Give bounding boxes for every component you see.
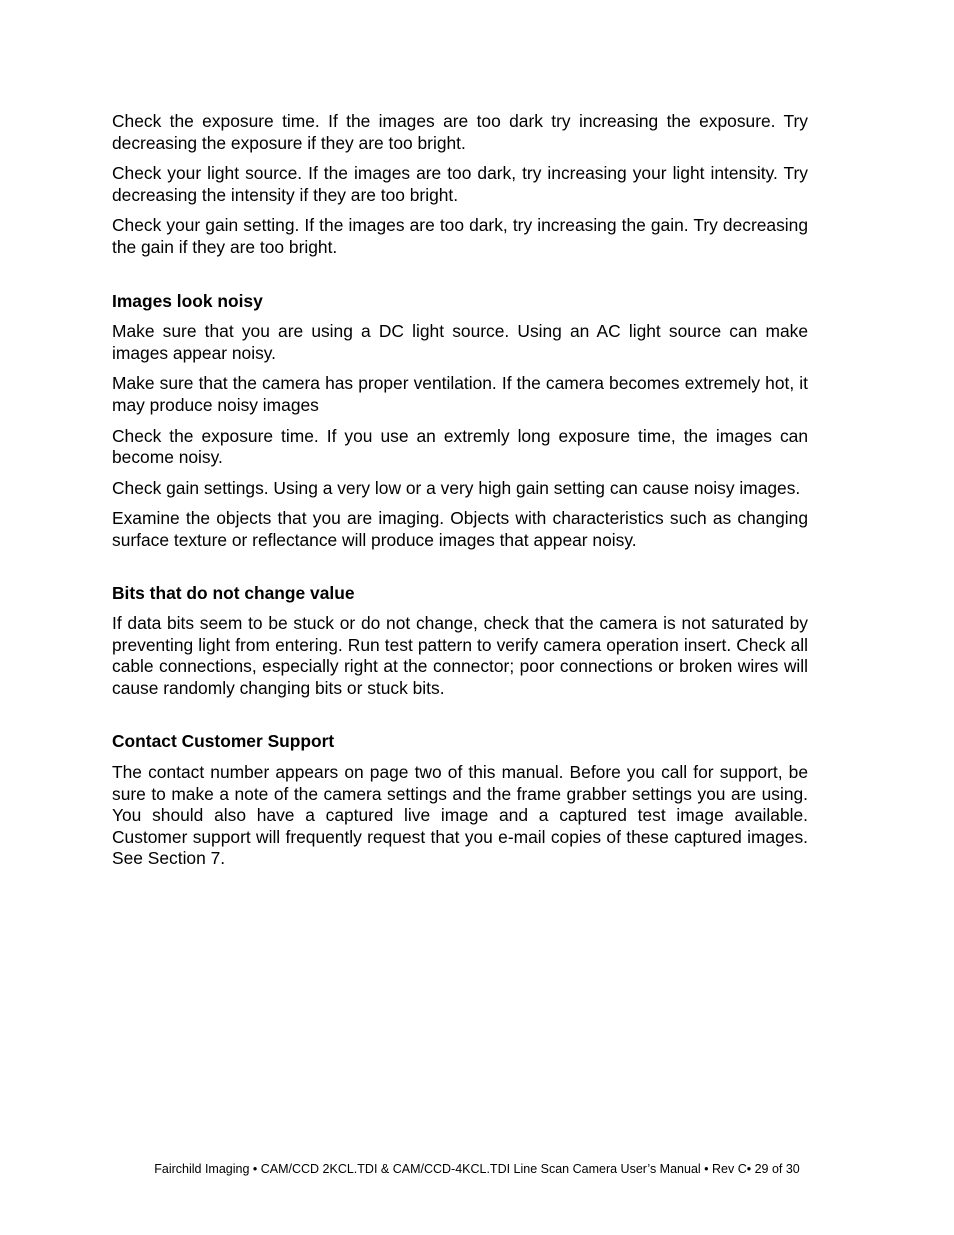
paragraph: Make sure that the camera has proper ventilation. If the camera becomes extremely hot, it may produce noisy images (112, 373, 808, 415)
section-contact-support (112, 731, 808, 870)
paragraph: The contact number appears on page two of this manual. Before you call for support, be sure to make a note of the camera settings and the frame grabber settings you are using. You should also have a captured live image and a captured test image available. Customer support will frequently request that you e-mail copies of these captured images. See Section 7. (112, 762, 808, 869)
paragraph: Check gain settings. Using a very low or a very high gain setting can cause noisy images. (112, 477, 801, 498)
section-heading: Images look noisy (112, 290, 263, 311)
page-footer: Fairchild Imaging • CAM/CCD 2KCL.TDI & CAM/CCD-4KCL.TDI Line Scan Camera User’s Manual • Rev C• 29 of 30 (154, 1162, 800, 1176)
section-bits-unchanged (112, 583, 808, 700)
paragraph: Check the exposure time. If you use an extremly long exposure time, the images can become noisy. (112, 425, 808, 468)
page-body (112, 111, 808, 879)
paragraph: Check your gain setting. If the images are too dark, try increasing the gain. Try decreasing the gain if they are too bright. (112, 215, 808, 257)
paragraph: Examine the objects that you are imaging. Objects with characteristics such as changing surface texture or reflectance will produce images that appear noisy. (112, 508, 808, 550)
section-images-look-noisy (112, 291, 808, 552)
paragraph: Make sure that you are using a DC light source. Using an AC light source can make images appear noisy. (112, 321, 808, 363)
paragraph: Check your light source. If the images are too dark, try increasing your light intensity. Try decreasing the intensity if they are too bright. (112, 163, 808, 205)
section-heading: Contact Customer Support (112, 731, 335, 752)
intro-section (112, 111, 808, 259)
section-heading: Bits that do not change value (112, 582, 355, 603)
paragraph: Check the exposure time. If the images are too dark try increasing the exposure. Try decreasing the exposure if they are too bright. (112, 111, 808, 153)
paragraph: If data bits seem to be stuck or do not change, check that the camera is not saturated by preventing light from entering. Run test pattern to verify camera operation insert. Check all cable connections, especially right at the connector; poor connections or broken wires will cause randomly changing bits or stuck bits. (112, 613, 808, 698)
